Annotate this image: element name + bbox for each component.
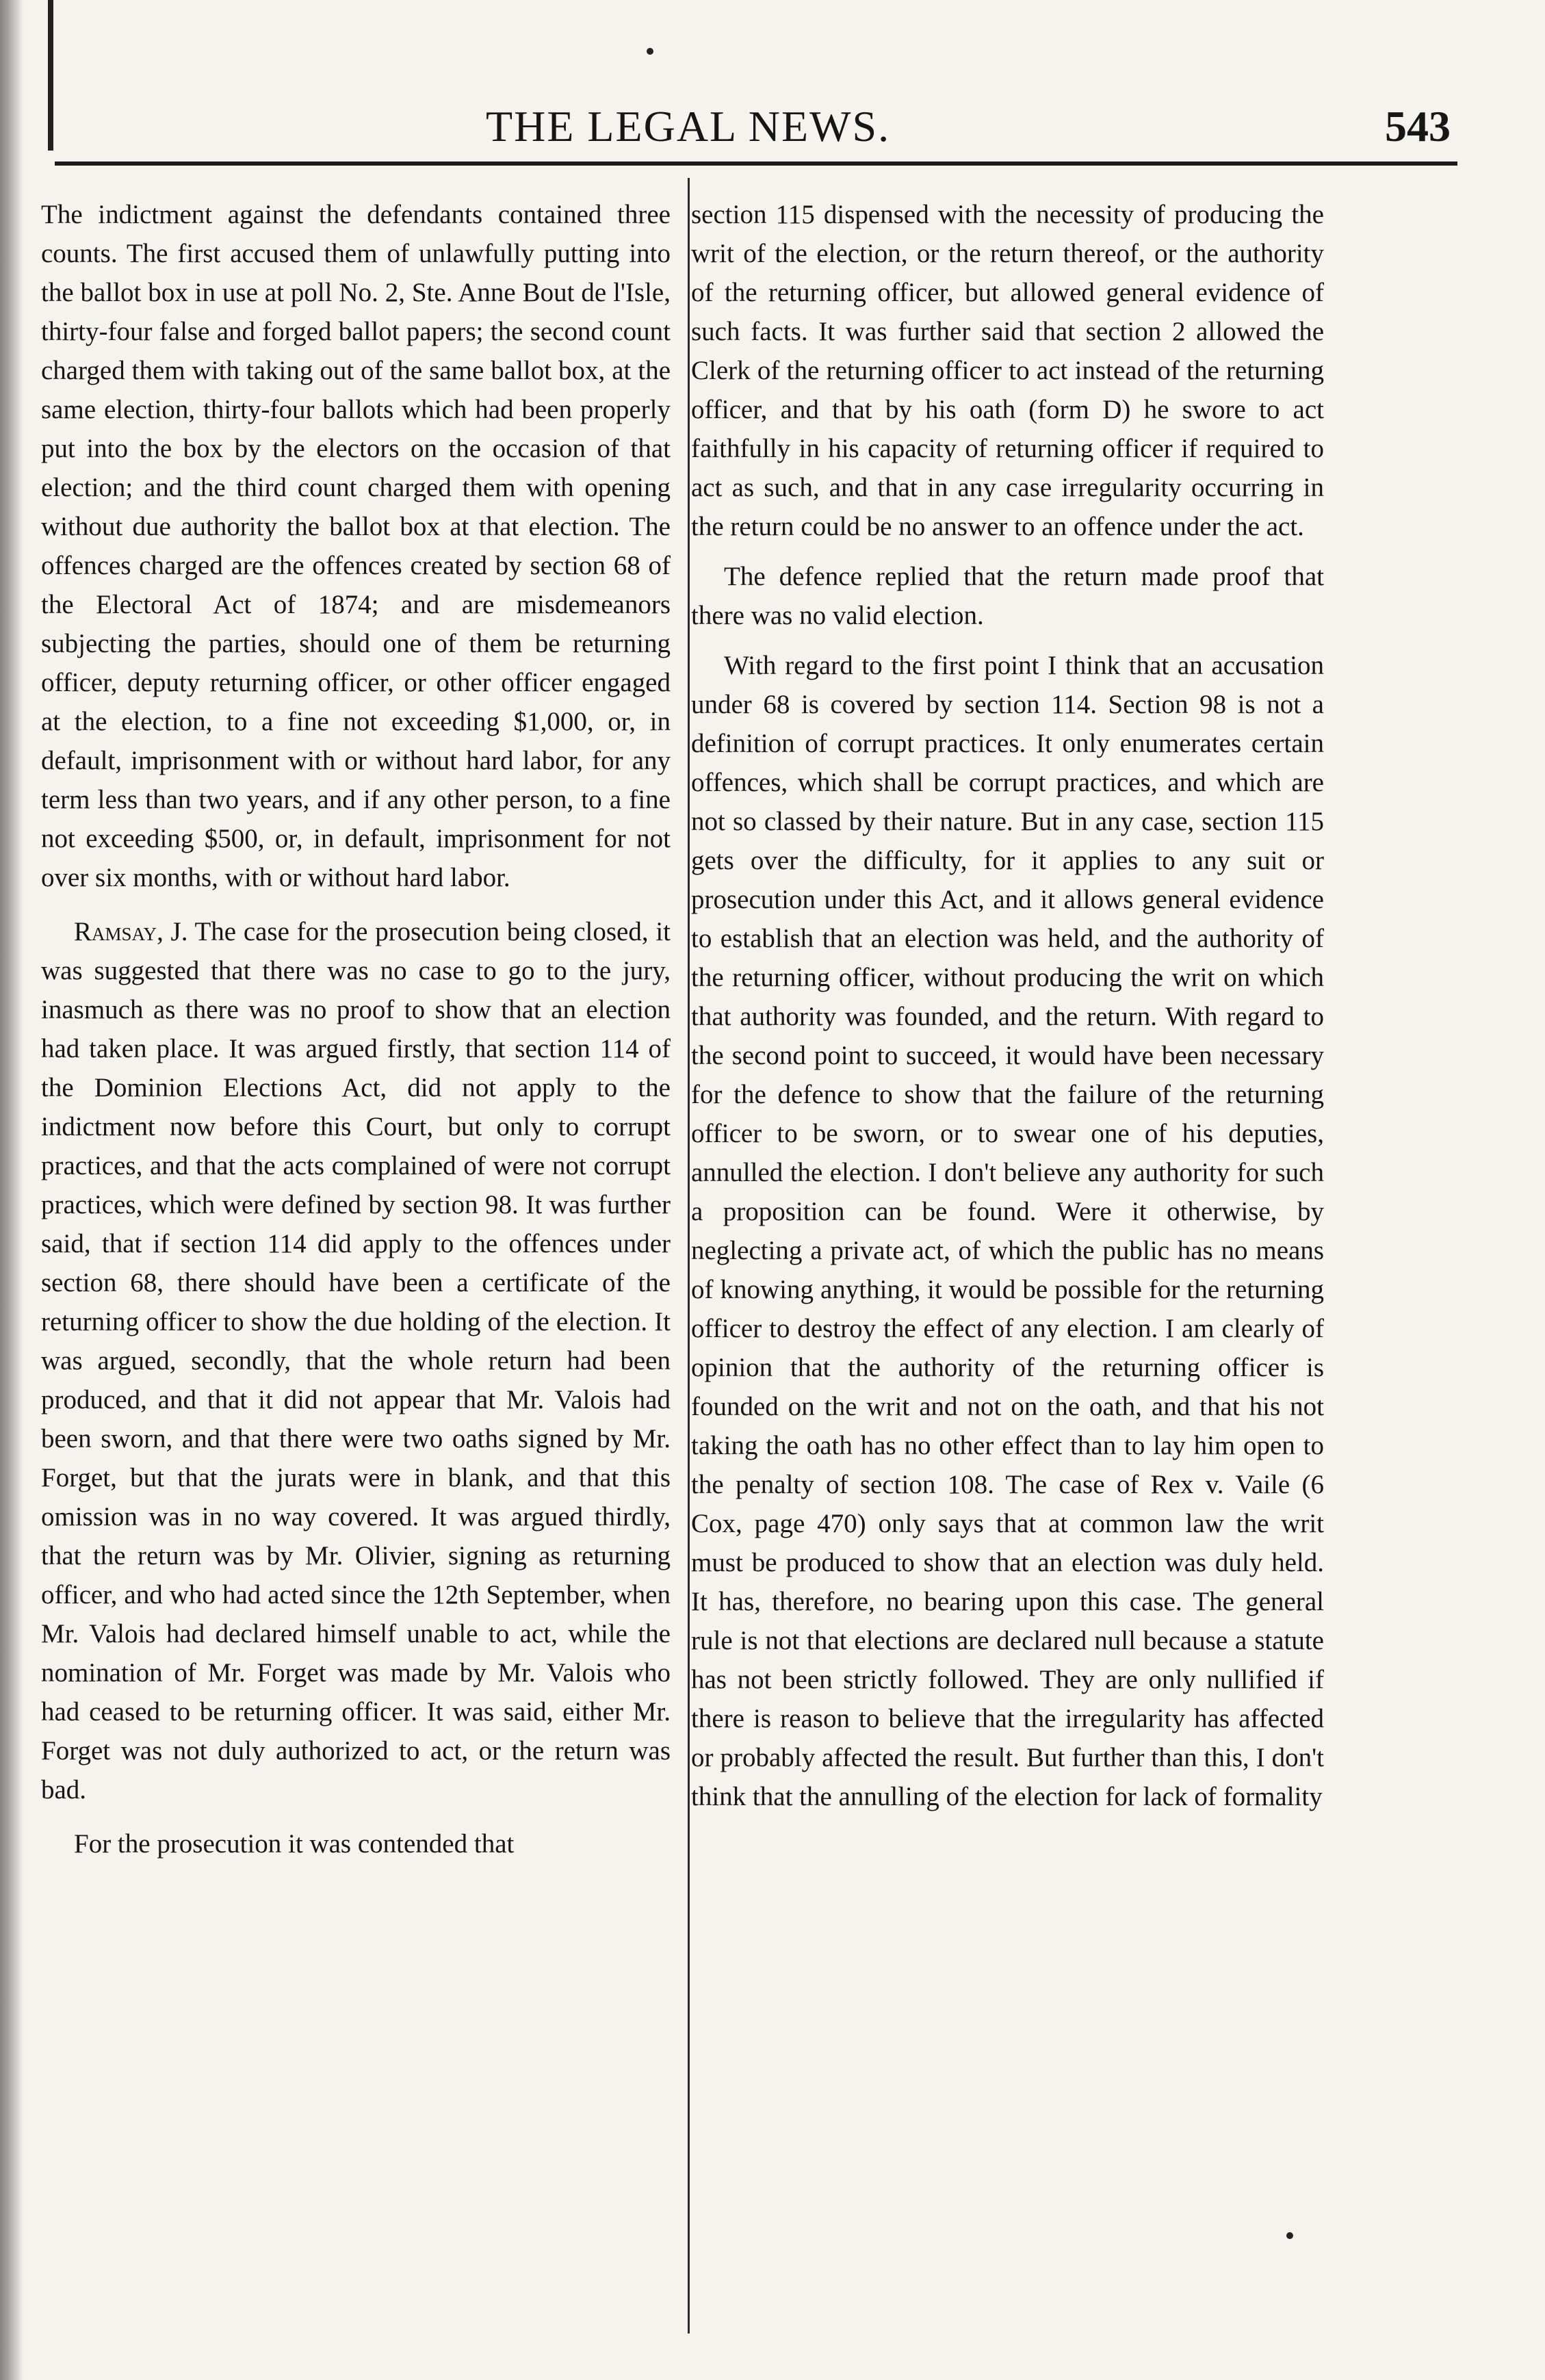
- defence-reply-paragraph: The defence replied that the return made proof that there was no valid election.: [691, 562, 1324, 630]
- ink-speck: [1286, 2232, 1293, 2239]
- judge-suffix: , J.: [157, 917, 195, 946]
- left-column: [41, 195, 671, 1863]
- page-number: 543: [1385, 102, 1451, 151]
- header-rule: [55, 161, 1457, 166]
- judgment-text: The case for the prosecution being closed, it was suggested that there was no case to go to the jury, inasmuch as there was no proof to show that an election had taken place. It was argued firstly, that section 114 of the Dominion Elections Act, did not apply to the indictment now before this Court, but only to corrupt practices, and that the acts complained of were not corrupt practices, which were defined by section 98. It was further said, that if section 114 did apply to the offences under section 68, there should have been a certificate of the returning officer to show the due holding of the election. It was argued, secondly, that the whole return had been produced, and that it did not appear that Mr. Valois had been sworn, and that there were two oaths signed by Mr. Forget, but that the jurats were in blank, and that this omission was in no way covered. It was argued thirdly, that the return was by Mr. Olivier, signing as returning officer, and who had acted since the 12th September, when Mr. Valois had declared himself unable to act, while the nomination of Mr. Forget was made by Mr. Valois who had ceased to be returning officer. It was said, either Mr. Forget was not duly authorized to act, or the return was bad.: [41, 917, 671, 1805]
- right-column: [691, 195, 1324, 1816]
- first-point-paragraph: With regard to the first point I think that an accusation under 68 is covered by section 114. Section 98 is not a definition of corrupt practices. It only enumerates certain offences, which shall be corrupt practices, and which are not so classed by their nature. But in any case, section 115 gets over the difficulty, for it applies to any suit or prosecution under this Act, and it allows general evidence to establish that an election was held, and the authority of the returning officer, without producing the writ on which that authority was founded, and the return. With regard to the second point to succeed, it would have been necessary for the defence to show that the failure of the returning officer to be sworn, or to swear one of his deputies, annulled the election. I don't believe any authority for such a proposition can be found. Were it otherwise, by neglecting a private act, of which the public has no means of knowing anything, it would be possible for the returning officer to destroy the effect of any election. I am clearly of opinion that the authority of the returning officer is founded on the writ and not on the oath, and that his not taking the oath has no other effect than to lay him open to the penalty of section 108. The case of Rex v. Vaile (6 Cox, page 470) only says that at common law the writ must be produced to show that an election was duly held. It has, therefore, no bearing upon this case. The general rule is not that elections are declared null because a statute has not been strictly followed. They are only nullified if there is reason to believe that the irregularity has affected or probably affected the result. But further than this, I don't think that the annulling of the election for lack of formality: [691, 651, 1324, 1811]
- scanned-page-edge-shadow: [0, 0, 23, 2380]
- ink-speck: [647, 48, 653, 55]
- prosecution-paragraph: For the prosecution it was contended that: [74, 1829, 515, 1859]
- column-divider: [688, 178, 690, 2333]
- page-header: [55, 96, 1451, 157]
- binding-mark: [48, 0, 53, 151]
- journal-title: THE LEGAL NEWS.: [486, 102, 891, 151]
- judgment-paragraph: [41, 912, 671, 1809]
- indictment-paragraph: The indictment against the defendants contained three counts. The first accused them of unlawfully putting into the ballot box in use at poll No. 2, Ste. Anne Bout de l'Isle, thirty-four false and forged ballot papers; the second count charged them with taking out of the same ballot box, at the same election, thirty-four ballots which had been properly put into the box by the electors on the occasion of that election; and the third count charged them with opening without due authority the ballot box at that election. The offences charged are the offences created by section 68 of the Electoral Act of 1874; and are misdemeanors subjecting the parties, should one of them be returning officer, deputy returning officer, or other officer engaged at the election, to a fine not exceeding $1,000, or, in default, imprisonment with or without hard labor, for any term less than two years, and if any other person, to a fine not exceeding $500, or, in default, imprisonment for not over six months, with or without hard labor.: [41, 200, 671, 892]
- judge-name: Ramsay: [74, 917, 157, 946]
- section-115-paragraph: section 115 dispensed with the necessity of producing the writ of the election, or the return thereof, or the authority of the returning officer, but allowed general evidence of such facts. It was further said that section 2 allowed the Clerk of the returning officer to act instead of the returning officer, and that by his oath (form D) he swore to act faithfully in his capacity of returning officer if required to act as such, and that in any case irregularity occurring in the return could be no answer to an offence under the act.: [691, 200, 1324, 541]
